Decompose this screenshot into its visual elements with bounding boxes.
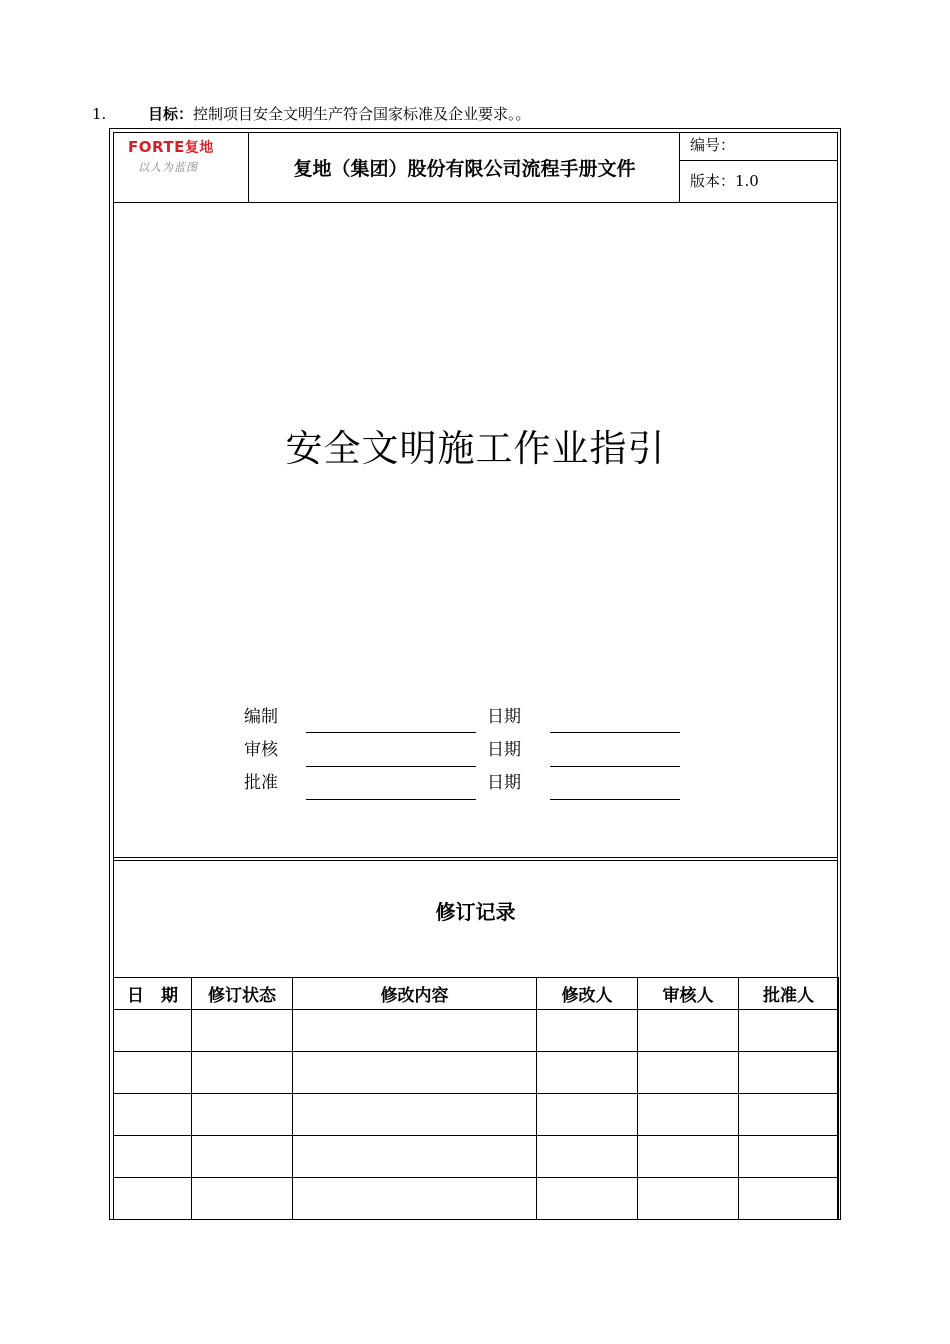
col-header-status: 修订状态: [192, 978, 293, 1010]
table-cell: [638, 1136, 739, 1178]
page-title: 安全文明施工作业指引: [285, 427, 666, 470]
table-cell: [638, 1178, 739, 1220]
table-cell: [638, 1010, 739, 1052]
signoff-date-line: [550, 799, 680, 800]
col-header-modifier: 修改人: [537, 978, 638, 1010]
table-cell: [192, 1094, 293, 1136]
section-divider: [113, 857, 838, 858]
table-cell: [537, 1136, 638, 1178]
signoff-role: 审核: [244, 740, 278, 760]
table-row: [114, 1178, 839, 1220]
col-header-date: 日 期: [114, 978, 192, 1010]
signoff-line: [306, 799, 476, 800]
col-header-content: 修改内容: [293, 978, 537, 1010]
table-cell: [739, 1178, 839, 1220]
meta-divider: [680, 160, 838, 161]
table-cell: [114, 1178, 192, 1220]
table-cell: [537, 1052, 638, 1094]
table-row: [114, 1010, 839, 1052]
table-cell: [537, 1178, 638, 1220]
revision-table: [113, 977, 839, 1220]
table-cell: [192, 1052, 293, 1094]
signoff-line: [306, 732, 476, 733]
logo-wordmark: [128, 137, 214, 157]
table-cell: [192, 1136, 293, 1178]
logo-cn: 复地: [184, 140, 214, 156]
table-cell: [114, 1136, 192, 1178]
table-cell: [638, 1052, 739, 1094]
table-cell: [638, 1094, 739, 1136]
section-divider: [113, 860, 838, 861]
signoff-date-label: 日期: [487, 707, 521, 727]
table-cell: [293, 1178, 537, 1220]
table-cell: [739, 1010, 839, 1052]
logo-brand: FORTE: [128, 138, 185, 156]
objective-number: 1.: [92, 105, 107, 123]
col-header-approver: 批准人: [739, 978, 839, 1010]
table-cell: [537, 1094, 638, 1136]
table-row: [114, 1094, 839, 1136]
document-title: 复地（集团）股份有限公司流程手册文件: [293, 158, 636, 180]
table-cell: [293, 1136, 537, 1178]
table-cell: [192, 1178, 293, 1220]
table-cell: [739, 1094, 839, 1136]
table-cell: [293, 1010, 537, 1052]
company-logo: [128, 137, 234, 181]
signoff-role: 编制: [244, 707, 278, 727]
signoff-date-label: 日期: [487, 740, 521, 760]
table-cell: [293, 1052, 537, 1094]
objective-text: 控制项目安全文明生产符合国家标准及企业要求。。: [193, 105, 531, 123]
table-cell: [739, 1136, 839, 1178]
table-header-row: [114, 978, 839, 1010]
version-label: 版本：1.0: [690, 172, 759, 190]
objective-line: [92, 103, 531, 124]
table-row: [114, 1136, 839, 1178]
table-cell: [114, 1010, 192, 1052]
signoff-date-line: [550, 732, 680, 733]
objective-label: 目标：: [148, 105, 194, 123]
col-header-reviewer: 审核人: [638, 978, 739, 1010]
signoff-date-line: [550, 766, 680, 767]
table-cell: [537, 1010, 638, 1052]
table-cell: [293, 1094, 537, 1136]
signoff-date-label: 日期: [487, 773, 521, 793]
table-cell: [114, 1094, 192, 1136]
number-label: 编号：: [690, 136, 736, 154]
signoff-line: [306, 766, 476, 767]
table-cell: [114, 1052, 192, 1094]
revision-title: 修订记录: [435, 900, 516, 924]
table-cell: [192, 1010, 293, 1052]
table-row: [114, 1052, 839, 1094]
logo-slogan: 以人为蓝图: [138, 161, 198, 174]
signoff-role: 批准: [244, 773, 278, 793]
table-cell: [739, 1052, 839, 1094]
